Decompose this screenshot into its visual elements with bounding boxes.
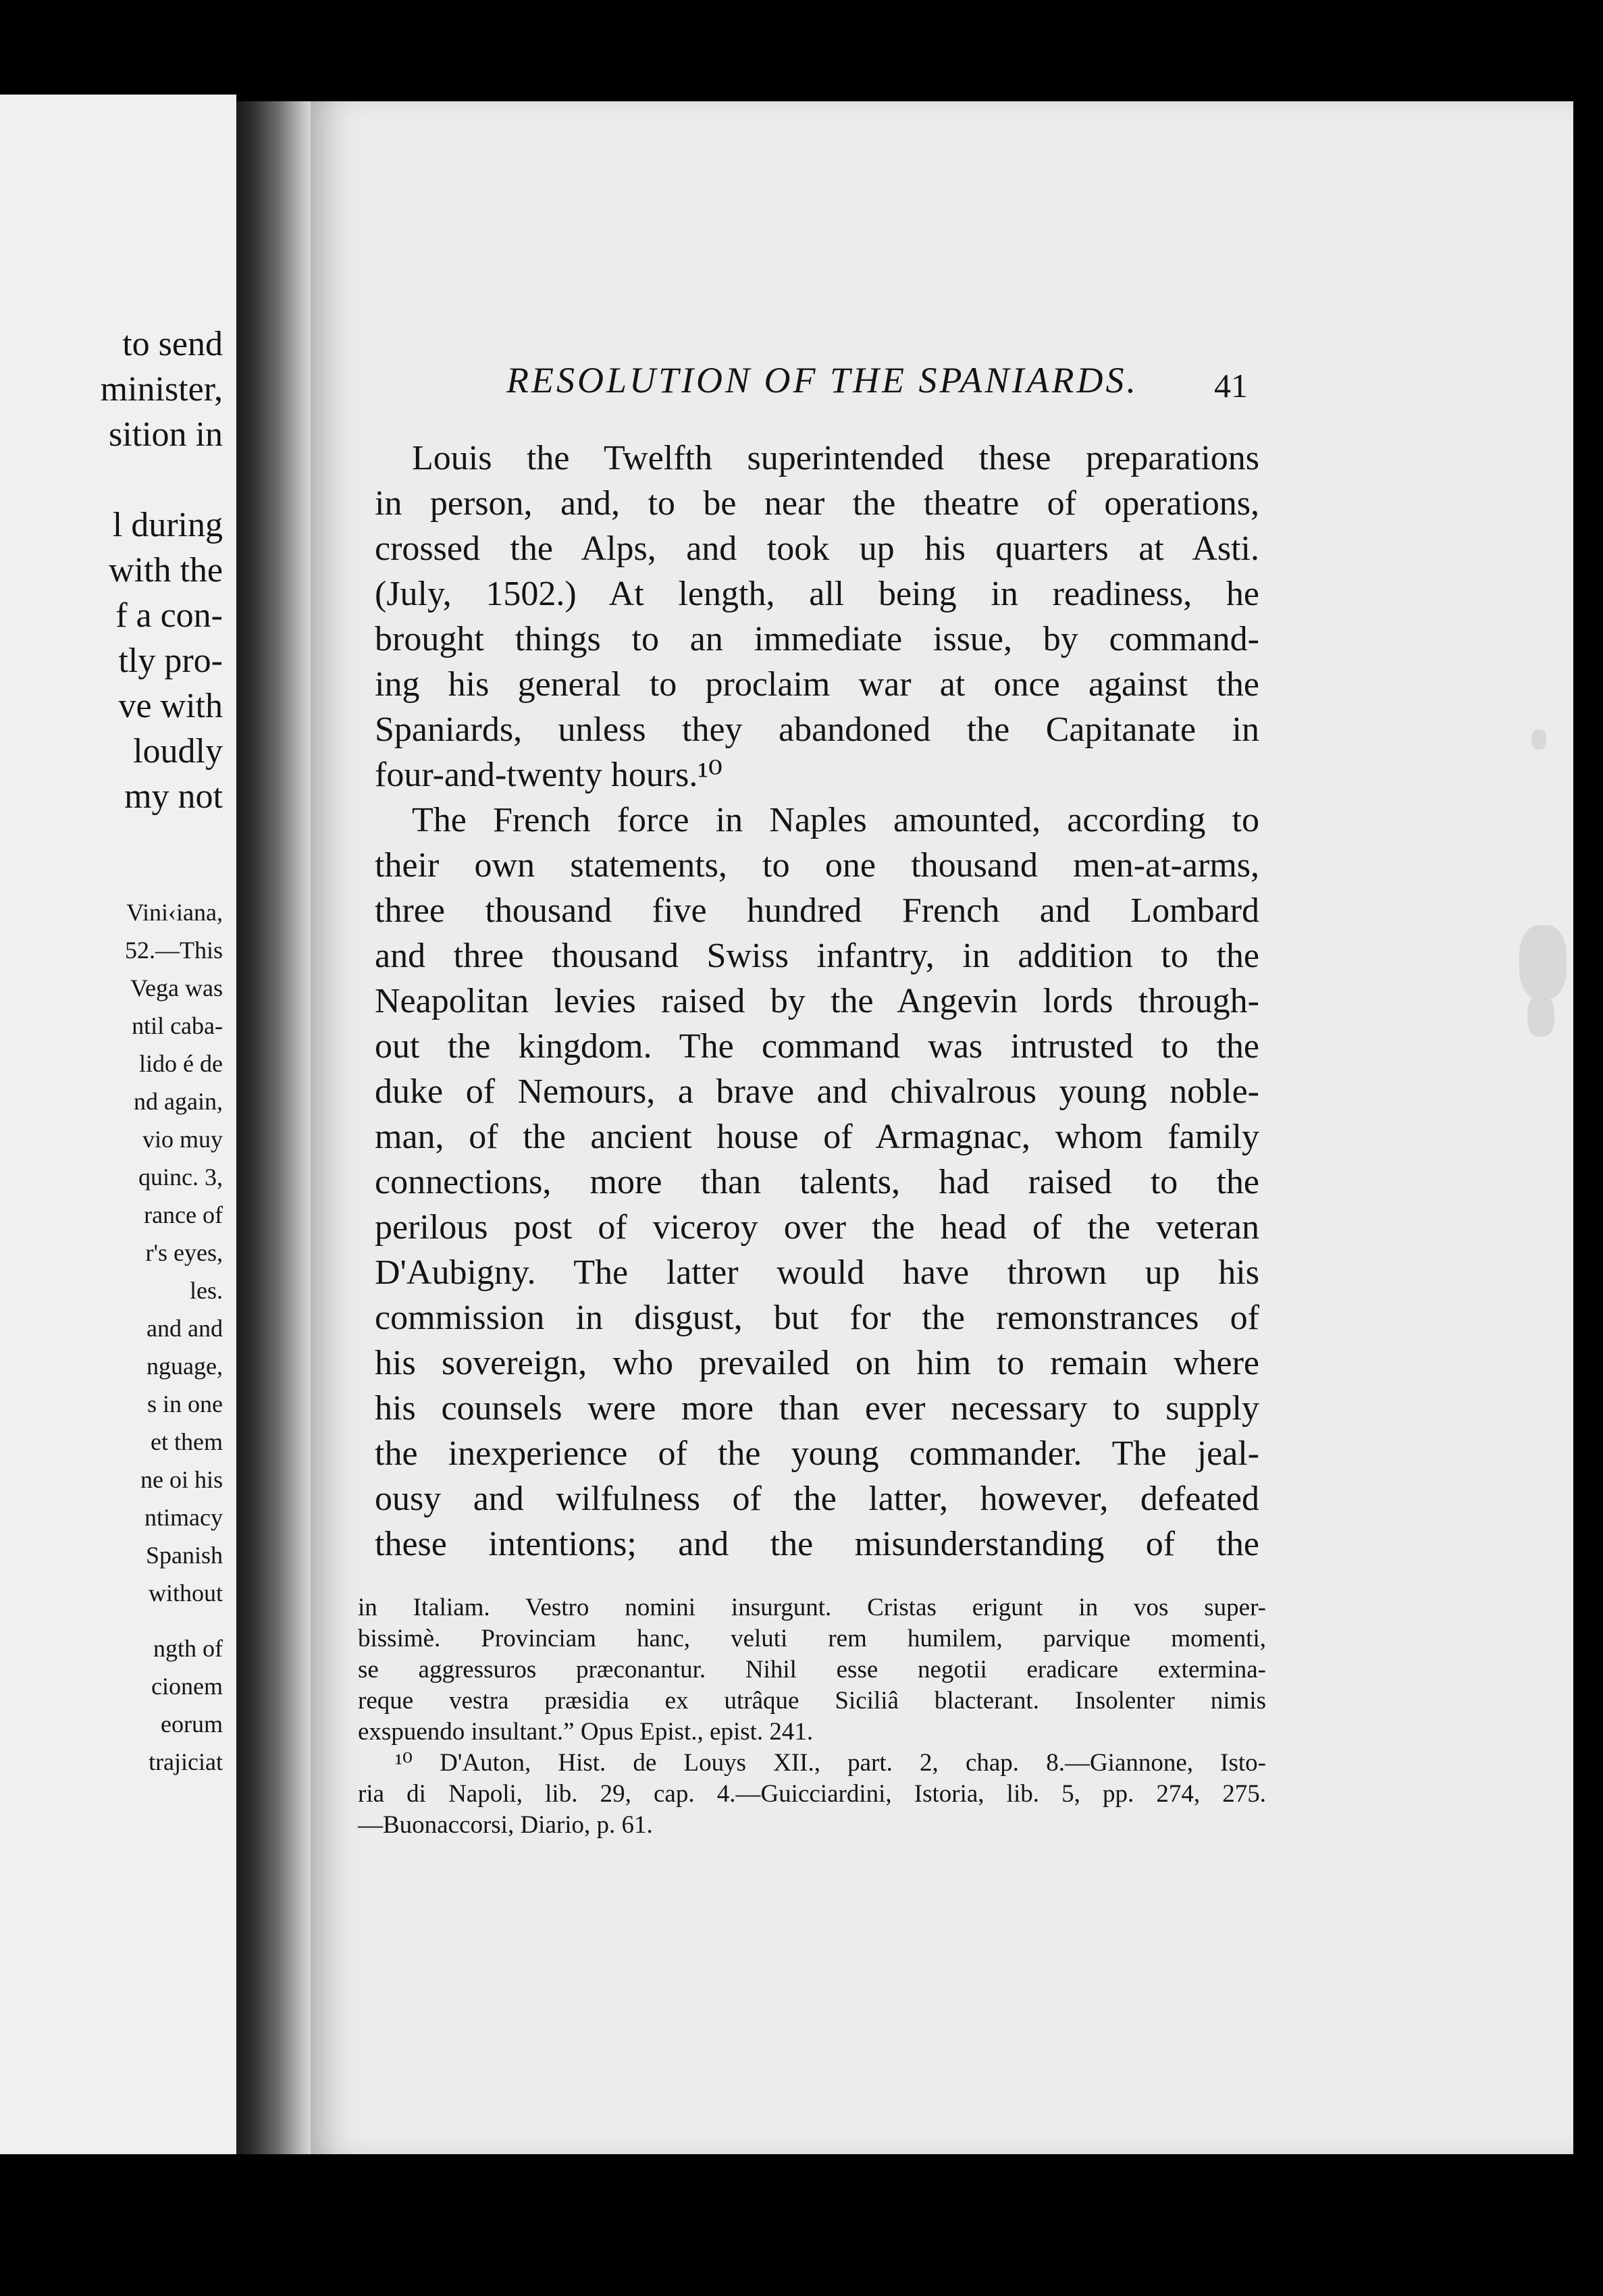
page-number: 41 <box>1214 367 1248 405</box>
previous-page-line: ntimacy <box>144 1504 223 1531</box>
previous-page-line: loudly <box>133 732 223 771</box>
previous-page-line: et them <box>151 1428 223 1455</box>
previous-page-line: cionem <box>151 1673 223 1700</box>
body-line: in person, and, to be near the theatre of operations, <box>375 484 1259 523</box>
previous-page-line: ntil caba- <box>132 1012 223 1039</box>
previous-page-line: to send <box>122 325 223 363</box>
previous-page-line: f a con- <box>115 596 223 635</box>
scan-speck <box>1531 729 1546 750</box>
previous-page-line: nguage, <box>147 1353 223 1380</box>
previous-page-line: vio muy <box>142 1126 223 1153</box>
body-line: Neapolitan levies raised by the Angevin lords through- <box>375 982 1259 1020</box>
body-line: ousy and wilfulness of the latter, however, defeated <box>375 1480 1259 1518</box>
footnote-line: ria di Napoli, lib. 29, cap. 4.—Guicciardini, Istoria, lib. 5, pp. 274, 275. <box>358 1780 1266 1808</box>
body-line: three thousand five hundred French and Lombard <box>375 891 1259 930</box>
previous-page-fragment <box>0 95 236 2154</box>
previous-page-line: lido é de <box>139 1050 223 1077</box>
previous-page-line: minister, <box>100 370 223 409</box>
previous-page-line: les. <box>190 1277 223 1304</box>
previous-page-line: Vega was <box>130 974 223 1001</box>
previous-page-line: eorum <box>161 1711 223 1738</box>
body-line: out the kingdom. The command was intrusted to the <box>375 1027 1259 1066</box>
body-line: and three thousand Swiss infantry, in addition to the <box>375 937 1259 975</box>
previous-page-line: sition in <box>108 415 223 454</box>
scan-speck <box>1527 996 1554 1037</box>
previous-page-line: 52.—This <box>124 937 223 964</box>
previous-page-line: and and <box>147 1315 223 1342</box>
previous-page-line: ve with <box>118 687 223 725</box>
body-line: duke of Nemours, a brave and chivalrous young noble- <box>375 1072 1259 1111</box>
footnote-line: ¹⁰ D'Auton, Hist. de Louys XII., part. 2, chap. 8.—Giannone, Isto- <box>395 1749 1266 1777</box>
previous-page-line: with the <box>109 551 223 590</box>
body-line: connections, more than talents, had raised to the <box>375 1163 1259 1201</box>
body-line: man, of the ancient house of Armagnac, whom family <box>375 1118 1259 1156</box>
footnote-line: —Buonaccorsi, Diario, p. 61. <box>358 1811 653 1839</box>
footnotes <box>358 1592 1266 1841</box>
body-line: brought things to an immediate issue, by command- <box>375 620 1259 658</box>
book-gutter-shadow <box>236 101 311 2154</box>
previous-page-line: s in one <box>147 1390 223 1417</box>
body-line: the inexperience of the young commander. The jeal- <box>375 1434 1259 1473</box>
previous-page-line: my not <box>124 777 223 816</box>
previous-page-line: ne oi his <box>140 1466 223 1493</box>
previous-page-line: quinc. 3, <box>138 1164 223 1191</box>
body-line: D'Aubigny. The latter would have thrown up his <box>375 1253 1259 1292</box>
body-line: his sovereign, who prevailed on him to remain where <box>375 1344 1259 1382</box>
previous-page-line: ngth of <box>153 1635 223 1662</box>
body-line: ing his general to proclaim war at once against the <box>375 665 1259 704</box>
body-line: perilous post of viceroy over the head of the veteran <box>375 1208 1259 1247</box>
body-line: Spaniards, unless they abandoned the Capitanate in <box>375 710 1259 749</box>
body-line: his counsels were more than ever necessary to supply <box>375 1389 1259 1428</box>
body-line: Louis the Twelfth superintended these preparations <box>412 439 1259 477</box>
body-line: four-and-twenty hours.¹⁰ <box>375 756 722 794</box>
previous-page-line: trajiciat <box>149 1748 223 1775</box>
body-line: these intentions; and the misunderstanding of the <box>375 1525 1259 1563</box>
previous-page-line: Spanish <box>145 1542 223 1569</box>
previous-page-line: rance of <box>144 1201 223 1228</box>
footnote-line: se aggressuros præconantur. Nihil esse negotii eradicare extermina- <box>358 1656 1266 1684</box>
previous-page-line: tly pro- <box>118 642 223 680</box>
previous-page-line: nd again, <box>134 1088 223 1115</box>
book-page <box>311 101 1573 2154</box>
scan-speck <box>1519 925 1567 999</box>
body-line: their own statements, to one thousand men-at-arms, <box>375 846 1259 885</box>
previous-page-line: Vini‹iana, <box>126 899 223 926</box>
running-head: RESOLUTION OF THE SPANIARDS. <box>506 360 1139 400</box>
previous-page-line: r's eyes, <box>145 1239 223 1266</box>
footnote-line: reque vestra præsidia ex utrâque Siciliâ blacterant. Insolenter nimis <box>358 1687 1266 1715</box>
body-line: (July, 1502.) At length, all being in readiness, he <box>375 575 1259 613</box>
previous-page-line: without <box>148 1580 223 1607</box>
body-line: The French force in Naples amounted, according to <box>412 801 1259 839</box>
body-text <box>375 436 1259 1567</box>
footnote-line: in Italiam. Vestro nomini insurgunt. Cristas erigunt in vos super- <box>358 1594 1266 1621</box>
previous-page-line: l during <box>112 506 223 544</box>
footnote-line: exspuendo insultant.” Opus Epist., epist. 241. <box>358 1718 814 1746</box>
body-line: commission in disgust, but for the remonstrances of <box>375 1299 1259 1337</box>
body-line: crossed the Alps, and took up his quarters at Asti. <box>375 529 1259 568</box>
footnote-line: bissimè. Provinciam hanc, veluti rem humilem, parvique momenti, <box>358 1625 1266 1652</box>
